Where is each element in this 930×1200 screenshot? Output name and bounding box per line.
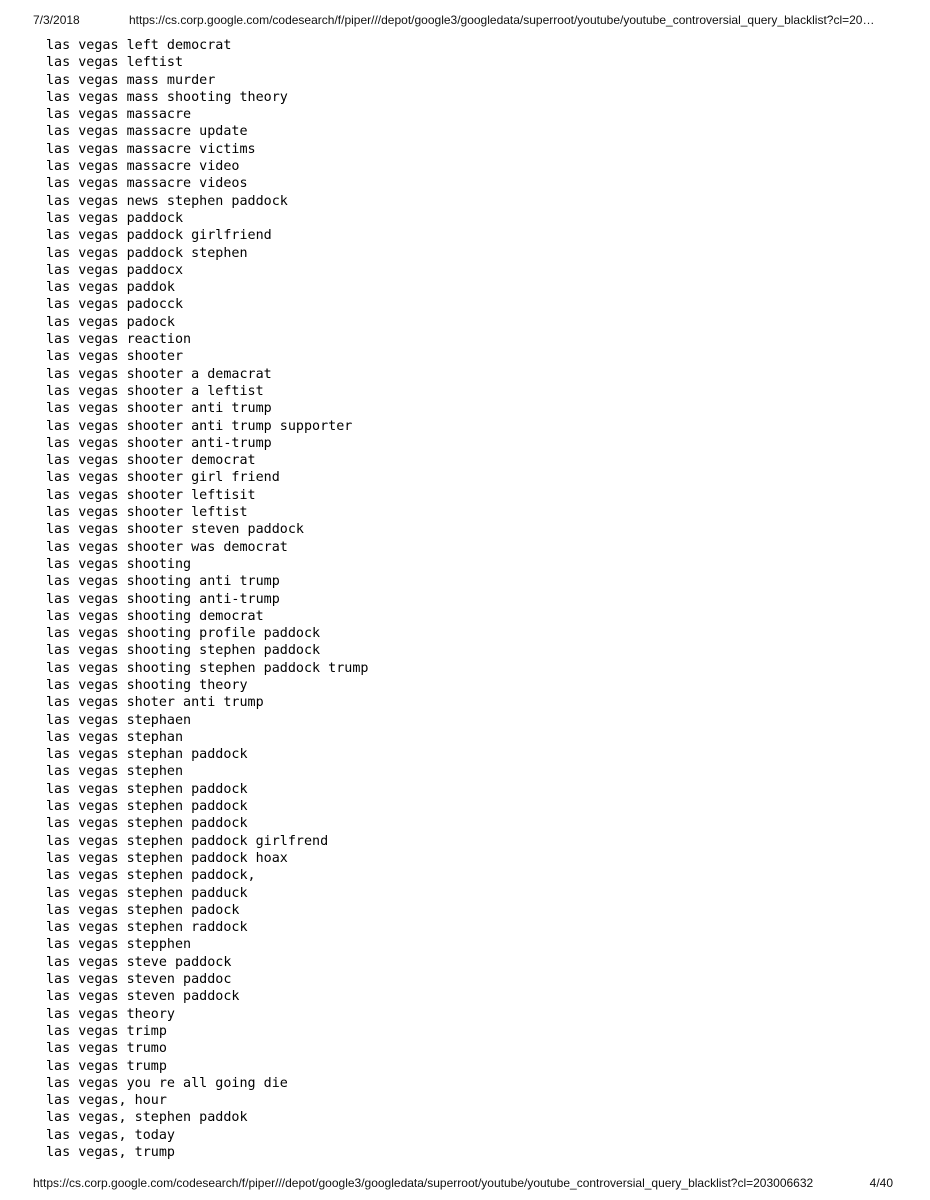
query-line: las vegas trumo <box>46 1041 167 1057</box>
query-line: las vegas stephaen <box>46 712 192 728</box>
query-line: las vegas stephen padduck <box>46 885 248 901</box>
query-line: las vegas massacre videos <box>46 176 248 192</box>
query-line: las vegas shooter anti-trump <box>46 435 272 451</box>
print-footer <box>33 1175 897 1191</box>
query-line: las vegas stephen raddock <box>46 920 248 936</box>
query-line: las vegas trimp <box>46 1023 167 1039</box>
query-line: las vegas left democrat <box>46 38 232 53</box>
query-line: las vegas shooter anti trump <box>46 401 272 417</box>
query-line: las vegas massacre <box>46 107 192 123</box>
query-line: las vegas stephen paddock <box>46 816 248 832</box>
query-line: las vegas shooting theory <box>46 677 248 693</box>
print-header <box>33 12 897 28</box>
query-line: las vegas shooting anti trump <box>46 574 280 590</box>
query-line: las vegas shooter girl friend <box>46 470 280 486</box>
query-line: las vegas stephen paddock girlfrend <box>46 833 329 849</box>
query-line: las vegas, stephen paddok <box>46 1110 248 1126</box>
page-number: 4/40 <box>869 1176 893 1190</box>
query-line: las vegas paddocx <box>46 262 184 278</box>
query-line: las vegas shoter anti trump <box>46 695 264 711</box>
query-line: las vegas stephen <box>46 764 184 780</box>
query-line: las vegas padocck <box>46 297 184 313</box>
query-line: las vegas shooter democrat <box>46 453 256 469</box>
query-line: las vegas massacre victims <box>46 141 256 157</box>
query-line: las vegas theory <box>46 1006 175 1022</box>
query-line: las vegas stephen paddock hoax <box>46 850 288 866</box>
query-line: las vegas paddock girlfriend <box>46 228 272 244</box>
query-line: las vegas stephen paddock, <box>46 868 256 884</box>
query-line: las vegas shooter a leftist <box>46 383 264 399</box>
query-line: las vegas mass shooting theory <box>46 89 288 105</box>
query-line: las vegas padock <box>46 314 175 330</box>
print-footer-url: https://cs.corp.google.com/codesearch/f/piper///depot/google3/googledata/superroot/youtube/youtube_controversial_query_blacklist?cl=203006632 <box>33 1176 814 1190</box>
query-list <box>46 37 910 1161</box>
query-line: las vegas stephan <box>46 729 184 745</box>
print-header-url: https://cs.corp.google.com/codesearch/f/piper///depot/google3/googledata/superroot/youtube/youtube_controversial_query_blacklist?cl=20… <box>129 13 875 27</box>
query-line: las vegas shooter steven paddock <box>46 522 304 538</box>
query-line: las vegas shooting stephen paddock <box>46 643 321 659</box>
query-line: las vegas shooting democrat <box>46 608 264 624</box>
query-line: las vegas, today <box>46 1127 175 1143</box>
query-line: las vegas, trump <box>46 1145 175 1160</box>
query-line: las vegas paddock <box>46 210 184 226</box>
query-line: las vegas mass murder <box>46 72 216 88</box>
query-line: las vegas, hour <box>46 1093 167 1109</box>
query-line: las vegas steven paddock <box>46 989 240 1005</box>
query-line: las vegas stephan paddock <box>46 747 248 763</box>
print-date: 7/3/2018 <box>33 13 80 27</box>
query-line: las vegas shooter was democrat <box>46 539 288 555</box>
query-line: las vegas shooter leftist <box>46 505 248 521</box>
query-line: las vegas stepphen <box>46 937 192 953</box>
query-line: las vegas shooting stephen paddock trump <box>46 660 369 676</box>
query-line: las vegas paddock stephen <box>46 245 248 261</box>
query-line: las vegas massacre video <box>46 159 240 175</box>
query-line: las vegas leftist <box>46 55 184 71</box>
query-line: las vegas you re all going die <box>46 1075 288 1091</box>
query-line: las vegas massacre update <box>46 124 248 140</box>
query-line: las vegas trump <box>46 1058 167 1074</box>
query-line: las vegas shooter a demacrat <box>46 366 272 382</box>
query-line: las vegas shooting <box>46 556 192 572</box>
query-line: las vegas stephen padock <box>46 902 240 918</box>
query-line: las vegas shooter <box>46 349 184 365</box>
query-line: las vegas shooting anti-trump <box>46 591 280 607</box>
query-line: las vegas steven paddoc <box>46 972 232 988</box>
query-line: las vegas stephen paddock <box>46 781 248 797</box>
query-line: las vegas shooting profile paddock <box>46 626 321 642</box>
query-line: las vegas steve paddock <box>46 954 232 970</box>
query-line: las vegas news stephen paddock <box>46 193 288 209</box>
query-line: las vegas shooter anti trump supporter <box>46 418 353 434</box>
query-line: las vegas reaction <box>46 332 192 348</box>
query-line: las vegas shooter leftisit <box>46 487 256 503</box>
query-line: las vegas stephen paddock <box>46 799 248 815</box>
query-line: las vegas paddok <box>46 280 175 296</box>
